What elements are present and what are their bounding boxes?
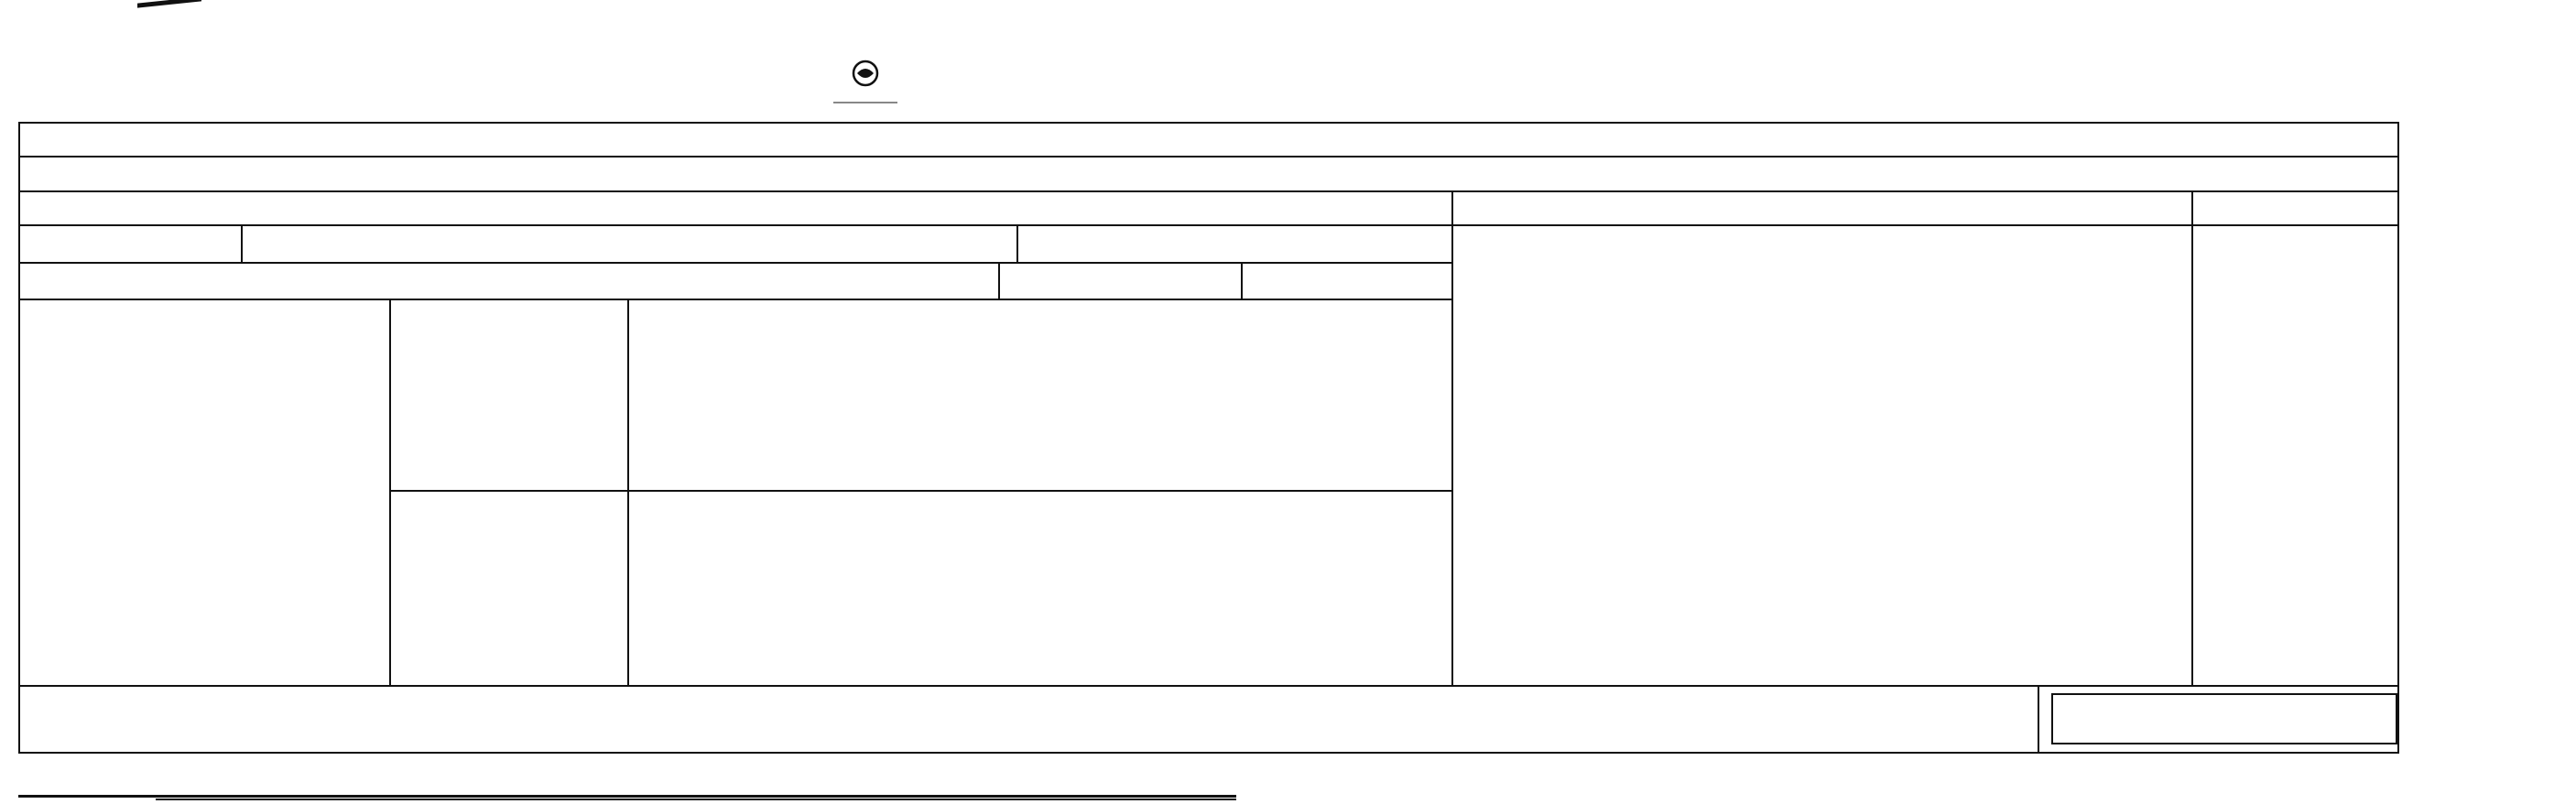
form-frame [18,122,2399,754]
rule [18,190,2399,192]
rule [241,224,243,262]
rule [2191,190,2193,685]
bottom-edge-line [156,799,1236,800]
barcode [1493,48,2234,112]
footer-guia [2051,693,2397,744]
rule [1241,262,1243,299]
rule [18,299,1451,300]
bottom-edge-line [18,795,1236,798]
rule [18,685,2399,687]
top-edge-mark [137,0,201,17]
rule [389,299,391,685]
rule [1016,224,1018,262]
rule [2038,685,2039,754]
rule [998,262,1000,299]
rule [18,224,2399,226]
rule [627,299,629,685]
rule [389,490,1451,492]
rule [18,262,1451,264]
rule [1451,190,1453,685]
rule [18,156,2399,158]
certipostal-logo [824,55,907,110]
